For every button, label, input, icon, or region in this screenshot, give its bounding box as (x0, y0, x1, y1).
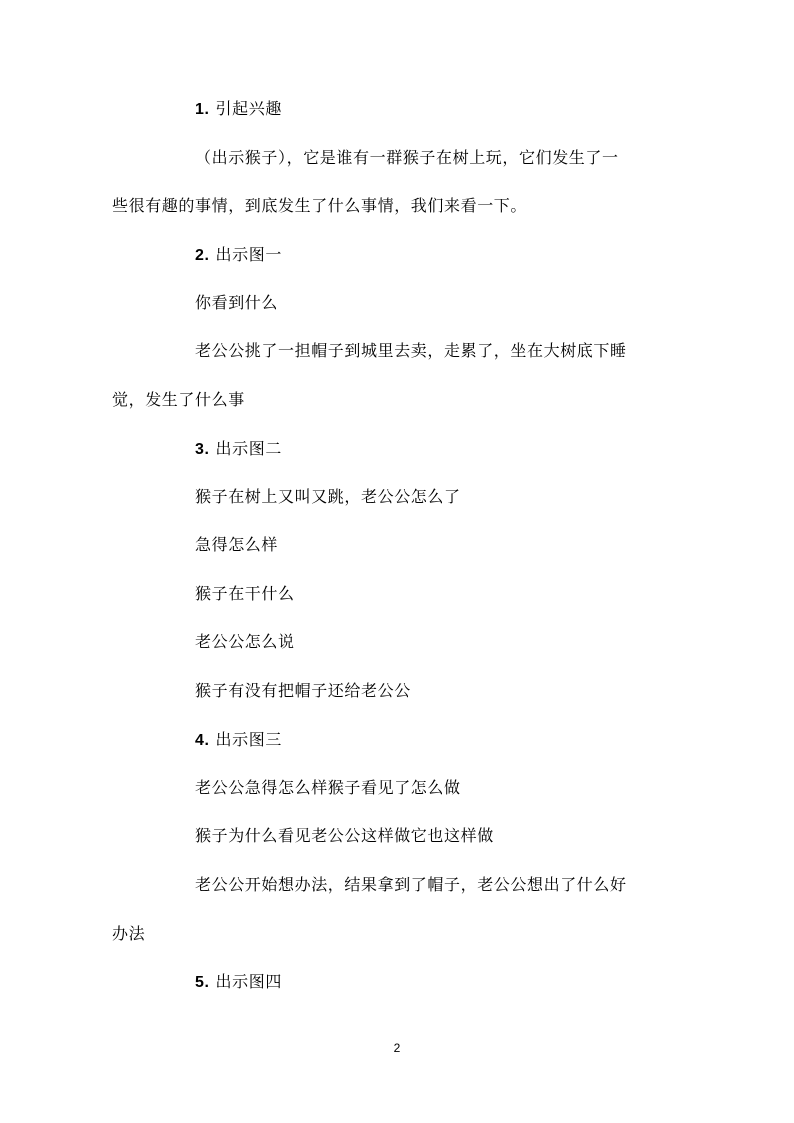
paragraph-line: 猴子为什么看见老公公这样做它也这样做 (195, 826, 494, 845)
section-title: 出示图二 (215, 439, 282, 458)
paragraph-line: 猴子有没有把帽子还给老公公 (195, 681, 411, 700)
section-title: 出示图四 (215, 972, 282, 991)
section-heading-3 (195, 439, 282, 460)
paragraph-line: 些很有趣的事情，到底发生了什么事情，我们来看一下。 (112, 196, 528, 215)
paragraph-line: 猴子在树上又叫又跳，老公公怎么了 (195, 487, 461, 506)
section-number: 1. (195, 101, 210, 118)
paragraph-line: 老公公开始想办法，结果拿到了帽子，老公公想出了什么好 (195, 875, 627, 894)
page-number: 2 (393, 1041, 401, 1055)
paragraph-line: 你看到什么 (195, 293, 279, 312)
paragraph-line: 老公公挑了一担帽子到城里去卖，走累了，坐在大树底下睡 (195, 341, 627, 360)
paragraph-line: 猴子在干什么 (195, 584, 295, 603)
section-number: 2. (195, 247, 210, 264)
section-title: 引起兴趣 (215, 99, 282, 118)
section-heading-2 (195, 245, 282, 266)
paragraph-line: （出示猴子），它是谁有一群猴子在树上玩，它们发生了一 (195, 148, 619, 167)
paragraph-line: 老公公急得怎么样猴子看见了怎么做 (195, 778, 461, 797)
section-number: 3. (195, 441, 210, 458)
paragraph-line: 办法 (112, 924, 146, 943)
section-number: 5. (195, 974, 210, 991)
section-title: 出示图三 (215, 730, 282, 749)
paragraph-line: 老公公怎么说 (195, 632, 295, 651)
section-number: 4. (195, 732, 210, 749)
section-title: 出示图一 (215, 245, 282, 264)
paragraph-line: 觉，发生了什么事 (112, 390, 245, 409)
section-heading-5 (195, 972, 282, 993)
section-heading-1 (195, 99, 282, 120)
section-heading-4 (195, 730, 282, 751)
paragraph-line: 急得怎么样 (195, 535, 279, 554)
